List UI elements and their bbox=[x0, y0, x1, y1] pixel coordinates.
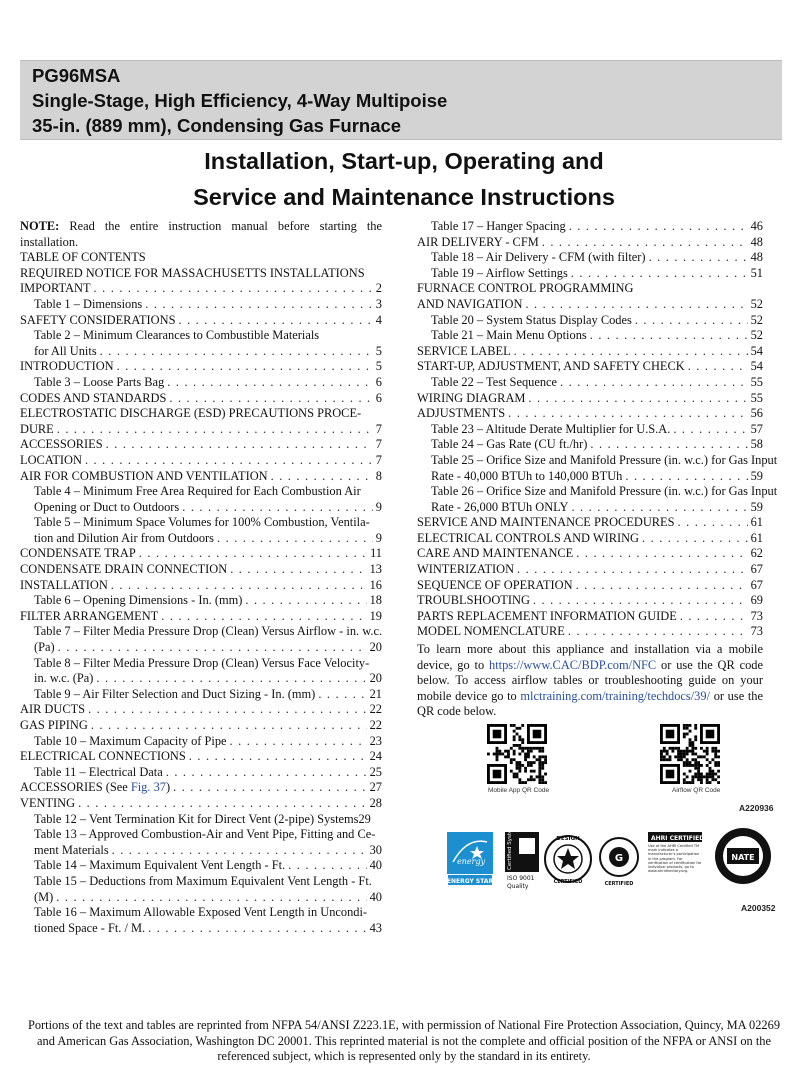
toc-entry-label: Table 14 – Maximum Equivalent Vent Length - Ft. bbox=[34, 858, 286, 873]
nate-logo bbox=[713, 826, 773, 886]
toc-page-number: 52 bbox=[750, 312, 763, 327]
toc-entry[interactable] bbox=[20, 469, 382, 485]
toc-page-number: 67 bbox=[750, 562, 763, 577]
toc-page-number: 40 bbox=[369, 889, 382, 904]
toc-page-number: 73 bbox=[750, 608, 763, 623]
dot-leader bbox=[318, 687, 366, 703]
toc-entry-label: tion and Dilution Air from Outdoors bbox=[34, 530, 214, 545]
toc-entry[interactable] bbox=[417, 266, 763, 282]
toc-entry-label: ment Materials bbox=[34, 842, 109, 857]
dot-leader bbox=[569, 219, 748, 235]
toc-entry[interactable] bbox=[20, 858, 382, 874]
dot-leader bbox=[230, 562, 366, 578]
toc-entry[interactable] bbox=[417, 219, 763, 235]
footer-notice: Portions of the text and tables are reprinted from NFPA 54/ANSI Z223.1E, with permission of National Fire Protection Association, Quincy, MA 02269 and American Gas Association, Washington DC 20001. This reprinted material is not the complete and official position of the NFPA or ANSI on the referenced subject, which is represented only by the standard in its entirety. bbox=[27, 1018, 781, 1064]
toc-entry[interactable] bbox=[417, 437, 763, 453]
dot-leader bbox=[528, 391, 747, 407]
toc-page-number: 22 bbox=[369, 702, 382, 717]
note-text: Read the entire instruction manual before starting the installation. bbox=[20, 219, 382, 249]
dot-leader bbox=[568, 624, 748, 640]
toc-entry[interactable] bbox=[20, 921, 382, 937]
document-title-line1: Installation, Start-up, Operating and bbox=[204, 148, 604, 174]
toc-entry[interactable] bbox=[20, 500, 382, 516]
toc-heading: TABLE OF CONTENTS bbox=[20, 250, 146, 265]
dot-leader bbox=[576, 578, 748, 594]
toc-entry-label: CONDENSATE DRAIN CONNECTION bbox=[20, 562, 228, 577]
toc-heading-notice: REQUIRED NOTICE FOR MASSACHUSETTS INSTALLATIONS bbox=[20, 265, 365, 280]
dot-leader bbox=[106, 437, 373, 453]
toc-page-number: 46 bbox=[750, 219, 763, 233]
toc-entry-label: AIR FOR COMBUSTION AND VENTILATION bbox=[20, 468, 268, 483]
mobile-app-qr-label: Mobile App QR Code bbox=[488, 787, 550, 794]
dot-leader bbox=[167, 375, 373, 391]
dot-leader bbox=[649, 250, 748, 266]
toc-entry-label: Opening or Duct to Outdoors bbox=[34, 499, 180, 514]
dot-leader bbox=[178, 313, 372, 329]
model-number: PG96MSA bbox=[32, 65, 121, 86]
toc-page-number: 56 bbox=[750, 406, 763, 421]
toc-page-number: 5 bbox=[375, 343, 382, 358]
certified-system-text: Certified System bbox=[507, 832, 513, 870]
toc-entry[interactable] bbox=[20, 609, 382, 625]
product-line: Single-Stage, High Efficiency, 4-Way Multipoise bbox=[32, 90, 448, 111]
dot-leader bbox=[680, 609, 748, 625]
toc-entry[interactable] bbox=[20, 437, 382, 453]
toc-entry[interactable]: Table 2 – Minimum Clearances to Combustible Materials bbox=[34, 328, 320, 343]
toc-entry-label: in. w.c. (Pa) bbox=[34, 671, 94, 686]
toc-entry-label: IMPORTANT bbox=[20, 281, 91, 296]
toc-entry[interactable] bbox=[417, 562, 763, 578]
toc-entry[interactable] bbox=[20, 281, 382, 297]
toc-entry[interactable] bbox=[20, 702, 382, 718]
toc-entry[interactable] bbox=[20, 562, 382, 578]
svg-text:G: G bbox=[614, 853, 624, 864]
toc-entry-label: SERVICE LABEL bbox=[417, 343, 511, 358]
toc-entry[interactable]: Table 26 – Orifice Size and Manifold Pressure (in. w.c.) for Gas Input bbox=[431, 484, 778, 499]
dot-leader bbox=[517, 562, 748, 578]
toc-entry-label: Table 21 – Main Menu Options bbox=[431, 328, 587, 343]
product-header bbox=[20, 60, 782, 140]
toc-page-number: 22 bbox=[369, 718, 382, 732]
dot-leader bbox=[56, 890, 366, 906]
figure-link[interactable]: Fig. 37 bbox=[130, 780, 166, 795]
toc-entry-label: ELECTRICAL CONNECTIONS bbox=[20, 749, 186, 764]
csa-certified-logo bbox=[597, 835, 641, 889]
toc-entry-label: INTRODUCTION bbox=[20, 359, 114, 374]
toc-entry[interactable] bbox=[417, 391, 763, 407]
dot-leader bbox=[57, 422, 373, 438]
toc-entry[interactable]: Table 5 – Minimum Space Volumes for 100% Combustion, Ventila- bbox=[34, 515, 370, 530]
dot-leader bbox=[96, 671, 366, 687]
toc-page-number: 21 bbox=[369, 686, 382, 701]
energy-star-logo bbox=[447, 832, 493, 886]
note-label: NOTE: bbox=[20, 219, 60, 233]
dot-leader bbox=[78, 796, 367, 812]
toc-page-number: 58 bbox=[750, 437, 763, 452]
toc-entry-label: CONDENSATE TRAP bbox=[20, 546, 136, 561]
toc-entry-label: for All Units bbox=[34, 343, 97, 358]
toc-entry[interactable] bbox=[20, 593, 382, 609]
toc-entry[interactable] bbox=[20, 313, 382, 329]
airflow-qr-code[interactable] bbox=[660, 724, 720, 784]
mobile-info bbox=[417, 642, 763, 720]
toc-entry-label: Table 1 – Dimensions bbox=[34, 296, 143, 311]
ahri-note: Use of the AHRI Certified TM mark indicates a manufacturer's participation in the program. For verification of certification for individual products, go to www.ahridirectory.org. bbox=[648, 844, 702, 874]
toc-entry-label: Table 18 – Air Delivery - CFM (with filter) bbox=[431, 250, 646, 265]
right-column bbox=[417, 219, 778, 720]
toc-page-number: 5 bbox=[375, 359, 382, 374]
dot-leader bbox=[571, 500, 747, 516]
toc-entry[interactable] bbox=[20, 843, 382, 859]
toc-entry[interactable] bbox=[20, 391, 382, 407]
toc-entry-label: Rate - 26,000 BTUh ONLY bbox=[431, 499, 569, 514]
dot-leader bbox=[88, 702, 367, 718]
toc-entry-label: SAFETY CONSIDERATIONS bbox=[20, 312, 176, 327]
toc-page-number: 57 bbox=[750, 421, 763, 436]
toc-entry-label: Table 24 – Gas Rate (CU ft./hr) bbox=[431, 437, 588, 452]
nate-text: NATE bbox=[731, 853, 755, 862]
toc-entry-label: ADJUSTMENTS bbox=[417, 406, 506, 421]
dot-leader bbox=[230, 734, 367, 750]
toc-entry[interactable] bbox=[20, 796, 382, 812]
dot-leader bbox=[678, 515, 748, 531]
ahri-certified-logo bbox=[648, 832, 702, 890]
toc-entry[interactable]: Table 7 – Filter Media Pressure Drop (Clean) Versus Airflow - in. w.c. bbox=[34, 624, 383, 639]
toc-entry[interactable] bbox=[20, 749, 382, 765]
dot-leader bbox=[590, 328, 748, 344]
toc-page-number: 67 bbox=[750, 577, 763, 592]
toc-page-number: 62 bbox=[750, 546, 763, 561]
toc-page-number: 43 bbox=[369, 920, 382, 935]
toc-page-number: 61 bbox=[750, 515, 763, 530]
toc-entry-label: CODES AND STANDARDS bbox=[20, 390, 167, 405]
figure-code-logos: A200352 bbox=[741, 903, 776, 913]
dot-leader bbox=[117, 359, 373, 375]
document-title-line2: Service and Maintenance Instructions bbox=[193, 184, 615, 210]
toc-entry-label: Table 9 – Air Filter Selection and Duct Sizing - In. (mm) bbox=[34, 686, 316, 701]
energy-star-script: energy bbox=[457, 857, 486, 866]
ahri-text: AHRI CERTIFIED bbox=[651, 835, 702, 842]
dot-leader bbox=[169, 391, 372, 407]
toc-entry[interactable] bbox=[417, 328, 763, 344]
design-certified-logo bbox=[543, 828, 593, 890]
toc-entry-label: WIRING DIAGRAM bbox=[417, 390, 526, 405]
dot-leader bbox=[508, 406, 747, 422]
dot-leader bbox=[112, 843, 367, 859]
toc-entry[interactable] bbox=[20, 297, 382, 313]
mobile-text-3: or use the QR code below. bbox=[417, 688, 763, 719]
toc-entry[interactable]: FURNACE CONTROL PROGRAMMING bbox=[417, 281, 634, 296]
dot-leader bbox=[542, 235, 748, 251]
note-paragraph bbox=[20, 219, 382, 250]
quality-text: Quality bbox=[507, 883, 529, 890]
toc-entry[interactable] bbox=[417, 531, 763, 547]
dot-leader bbox=[642, 531, 748, 547]
iso-text: ISO 9001 bbox=[507, 875, 535, 882]
toc-entry-label: LOCATION bbox=[20, 452, 82, 467]
toc-entry[interactable] bbox=[20, 453, 382, 469]
dot-leader bbox=[94, 281, 373, 297]
toc-entry[interactable] bbox=[417, 406, 763, 422]
toc-entry[interactable] bbox=[417, 422, 763, 438]
toc-entry[interactable] bbox=[417, 546, 763, 562]
toc-page-number: 55 bbox=[750, 374, 763, 389]
toc-page-number: 73 bbox=[750, 624, 763, 639]
toc-page-number: 23 bbox=[369, 733, 382, 748]
dot-leader bbox=[245, 593, 366, 609]
toc-entry[interactable] bbox=[417, 515, 763, 531]
toc-page-number: 59 bbox=[750, 468, 763, 483]
toc-entry[interactable] bbox=[417, 500, 763, 516]
toc-entry[interactable] bbox=[20, 344, 382, 360]
toc-page-number: 40 bbox=[369, 858, 382, 873]
dot-leader bbox=[590, 437, 747, 453]
toc-page-number: 48 bbox=[750, 234, 763, 249]
toc-entry-label: WINTERIZATION bbox=[417, 562, 515, 577]
toc-entry[interactable] bbox=[417, 469, 763, 485]
toc-entry[interactable]: Table 15 – Deductions from Maximum Equivalent Vent Length - Ft. bbox=[34, 873, 372, 888]
toc-entry-label: Table 19 – Airflow Settings bbox=[431, 265, 568, 280]
toc-entry[interactable] bbox=[20, 671, 382, 687]
dot-leader bbox=[271, 469, 373, 485]
dot-leader bbox=[182, 500, 373, 516]
toc-entry-label: CARE AND MAINTENANCE bbox=[417, 546, 574, 561]
toc-entry[interactable]: Table 12 – Vent Termination Kit for Direct Vent (2-pipe) Systems29 bbox=[34, 811, 371, 826]
dot-leader bbox=[288, 858, 366, 874]
dot-leader bbox=[148, 921, 366, 937]
toc-page-number: 20 bbox=[369, 671, 382, 686]
toc-entry-label: START-UP, ADJUSTMENT, AND SAFETY CHECK bbox=[417, 359, 685, 374]
dot-leader bbox=[635, 313, 748, 329]
dot-leader bbox=[673, 422, 747, 438]
toc-page-number: 8 bbox=[375, 468, 382, 483]
toc-page-number: 48 bbox=[750, 250, 763, 265]
toc-entry[interactable] bbox=[417, 624, 763, 640]
toc-page-number: 61 bbox=[750, 530, 763, 545]
toc-entry-label: SERVICE AND MAINTENANCE PROCEDURES bbox=[417, 515, 675, 530]
toc-entry[interactable] bbox=[417, 593, 763, 609]
toc-entry-label: Table 3 – Loose Parts Bag bbox=[34, 374, 165, 389]
toc-entry[interactable]: Table 4 – Minimum Free Area Required for Each Combustion Air bbox=[34, 484, 361, 499]
toc-entry-label: Table 23 – Altitude Derate Multiplier for U.S.A. bbox=[431, 421, 671, 436]
dot-leader bbox=[139, 546, 367, 562]
toc-entry-label-text: ACCESSORIES (See bbox=[20, 780, 131, 795]
toc-entry-label: TROUBLSHOOTING bbox=[417, 593, 530, 608]
toc-entry[interactable] bbox=[417, 344, 763, 360]
toc-page-number: 24 bbox=[369, 749, 382, 764]
dot-leader bbox=[161, 609, 366, 625]
toc-entry-label: (Pa) bbox=[34, 640, 55, 655]
certified-text-2: CERTIFIED bbox=[604, 881, 634, 887]
dot-leader bbox=[217, 531, 373, 547]
dot-leader bbox=[625, 469, 747, 485]
toc-list-left bbox=[20, 281, 382, 936]
toc-page-number: 7 bbox=[375, 421, 382, 436]
toc-entry[interactable]: Table 8 – Filter Media Pressure Drop (Clean) Versus Face Velocity- bbox=[34, 655, 370, 670]
toc-page-number: 30 bbox=[369, 842, 382, 857]
toc-entry-label: ELECTRICAL CONTROLS AND WIRING bbox=[417, 530, 639, 545]
toc-page-number: 27 bbox=[369, 780, 382, 795]
dot-leader bbox=[100, 344, 373, 360]
toc-entry-label: Table 22 – Test Sequence bbox=[431, 374, 558, 389]
mobile-text-2: or use the QR code below. To access airflow tables or troubleshooting guide on your mobile device go to bbox=[417, 657, 763, 703]
toc-page-number: 2 bbox=[375, 281, 382, 296]
design-text: DESIGN bbox=[556, 836, 580, 842]
dot-leader bbox=[145, 297, 373, 313]
toc-page-number: 18 bbox=[369, 593, 382, 608]
toc-entry[interactable] bbox=[20, 531, 382, 547]
toc-page-number: 9 bbox=[375, 499, 382, 514]
dot-leader bbox=[91, 718, 367, 734]
toc-page-number: 69 bbox=[750, 593, 763, 608]
toc-entry[interactable] bbox=[20, 640, 382, 656]
toc-entry-label: MODEL NOMENCLATURE bbox=[417, 624, 565, 639]
toc-entry-label: SEQUENCE OF OPERATION bbox=[417, 577, 573, 592]
toc-entry-label: Table 17 – Hanger Spacing bbox=[431, 219, 566, 233]
toc-entry[interactable] bbox=[20, 718, 382, 734]
toc-entry-label: AIR DELIVERY - CFM bbox=[417, 234, 539, 249]
toc-page-number: 4 bbox=[375, 312, 382, 327]
toc-page-number: 13 bbox=[369, 562, 382, 577]
toc-page-number: 54 bbox=[750, 359, 763, 374]
dot-leader bbox=[560, 375, 748, 391]
toc-entry[interactable] bbox=[417, 609, 763, 625]
airflow-qr-label: Airflow QR Code bbox=[672, 787, 721, 794]
toc-entry[interactable]: ELECTROSTATIC DISCHARGE (ESD) PRECAUTIONS PROCE- bbox=[20, 406, 362, 421]
dot-leader bbox=[111, 578, 367, 594]
toc-entry[interactable] bbox=[20, 422, 382, 438]
toc-page-number: 28 bbox=[369, 795, 382, 810]
figure-code-qr: A220936 bbox=[739, 803, 774, 813]
toc-entry[interactable] bbox=[20, 375, 382, 391]
toc-entry-label: Table 20 – System Status Display Codes bbox=[431, 312, 632, 327]
dot-leader bbox=[571, 266, 748, 282]
certified-text-1: CERTIFIED bbox=[553, 879, 583, 885]
toc-page-number: 52 bbox=[750, 328, 763, 343]
toc-entry[interactable] bbox=[20, 359, 382, 375]
toc-entry-label: Table 6 – Opening Dimensions - In. (mm) bbox=[34, 593, 243, 608]
techdocs-link[interactable]: mlctraining.com/training/techdocs/39/ bbox=[520, 688, 711, 703]
toc-entry-label: INSTALLATION bbox=[20, 577, 108, 592]
toc-page-number: 25 bbox=[369, 764, 382, 779]
toc-entry[interactable] bbox=[20, 765, 382, 781]
toc-entry-label: FILTER ARRANGEMENT bbox=[20, 608, 159, 623]
nfc-link[interactable]: https://www.CAC/BDP.com/NFC bbox=[489, 657, 657, 672]
toc-entry[interactable] bbox=[417, 578, 763, 594]
toc-entry[interactable] bbox=[20, 687, 382, 703]
toc-entry-label: DURE bbox=[20, 421, 54, 436]
toc-entry[interactable] bbox=[417, 375, 763, 391]
toc-entry-label: (M) bbox=[34, 889, 54, 904]
toc-entry-label bbox=[20, 780, 170, 796]
toc-page-number: 3 bbox=[375, 296, 382, 311]
toc-page-number: 16 bbox=[369, 577, 382, 592]
toc-list-right bbox=[417, 219, 778, 640]
toc-entry-label: Table 11 – Electrical Data bbox=[34, 764, 163, 779]
toc-page-number: 6 bbox=[375, 374, 382, 389]
toc-entry[interactable] bbox=[417, 313, 763, 329]
toc-entry-label: Rate - 40,000 BTUh to 140,000 BTUh bbox=[431, 468, 623, 483]
toc-page-number: 6 bbox=[375, 390, 382, 405]
toc-entry[interactable]: Table 16 – Maximum Allowable Exposed Vent Length in Uncondi- bbox=[34, 905, 368, 920]
toc-entry-label: PARTS REPLACEMENT INFORMATION GUIDE bbox=[417, 608, 677, 623]
toc-entry-label: ACCESSORIES bbox=[20, 437, 103, 452]
toc-entry[interactable]: Table 25 – Orifice Size and Manifold Pressure (in. w.c.) for Gas Input bbox=[431, 452, 778, 467]
toc-entry-label: Table 10 – Maximum Capacity of Pipe bbox=[34, 733, 227, 748]
toc-entry[interactable] bbox=[20, 780, 382, 796]
toc-entry[interactable] bbox=[20, 890, 382, 906]
toc-page-number: 20 bbox=[369, 640, 382, 655]
toc-page-number: 55 bbox=[750, 390, 763, 405]
toc-page-number: 11 bbox=[370, 546, 382, 561]
dot-leader bbox=[58, 640, 367, 656]
toc-entry[interactable] bbox=[20, 578, 382, 594]
toc-entry[interactable] bbox=[20, 546, 382, 562]
product-description: 35-in. (889 mm), Condensing Gas Furnace bbox=[32, 115, 402, 136]
toc-entry[interactable]: Table 13 – Approved Combustion-Air and Vent Pipe, Fitting and Ce- bbox=[34, 827, 376, 842]
toc-page-number: 51 bbox=[750, 265, 763, 280]
toc-entry[interactable] bbox=[417, 359, 763, 375]
toc-entry[interactable] bbox=[417, 297, 763, 313]
dot-leader bbox=[85, 453, 373, 469]
dot-leader bbox=[533, 593, 748, 609]
left-column bbox=[20, 219, 382, 936]
toc-entry-label: AND NAVIGATION bbox=[417, 296, 523, 311]
dot-leader bbox=[514, 344, 748, 360]
mobile-text-1: To learn more about this appliance and installation via a mobile device, go to bbox=[417, 642, 763, 672]
toc-page-number: 7 bbox=[375, 437, 382, 452]
toc-page-number: 19 bbox=[369, 608, 382, 623]
toc-entry-label: tioned Space - Ft. / M. bbox=[34, 920, 146, 935]
toc-page-number: 9 bbox=[375, 530, 382, 545]
dot-leader bbox=[688, 359, 748, 375]
toc-entry[interactable] bbox=[417, 235, 763, 251]
toc-entry-label-tail: ) bbox=[165, 780, 171, 795]
dot-leader bbox=[189, 749, 367, 765]
toc-entry-label: VENTING bbox=[20, 795, 76, 810]
dot-leader bbox=[576, 546, 747, 562]
dot-leader bbox=[166, 765, 367, 781]
toc-page-number: 54 bbox=[750, 343, 763, 358]
iso-certified-system-logo bbox=[505, 832, 539, 890]
toc-entry[interactable] bbox=[417, 250, 763, 266]
toc-entry-label: GAS PIPING bbox=[20, 718, 88, 732]
mobile-app-qr-code[interactable] bbox=[487, 724, 547, 784]
toc-page-number: 59 bbox=[750, 499, 763, 514]
dot-leader bbox=[525, 297, 747, 313]
energy-star-text: ENERGY STAR bbox=[447, 878, 493, 885]
toc-entry-label: AIR DUCTS bbox=[20, 702, 86, 717]
toc-page-number: 52 bbox=[750, 296, 763, 311]
toc-entry[interactable] bbox=[20, 734, 382, 750]
toc-page-number: 7 bbox=[375, 452, 382, 467]
dot-leader bbox=[173, 780, 367, 796]
